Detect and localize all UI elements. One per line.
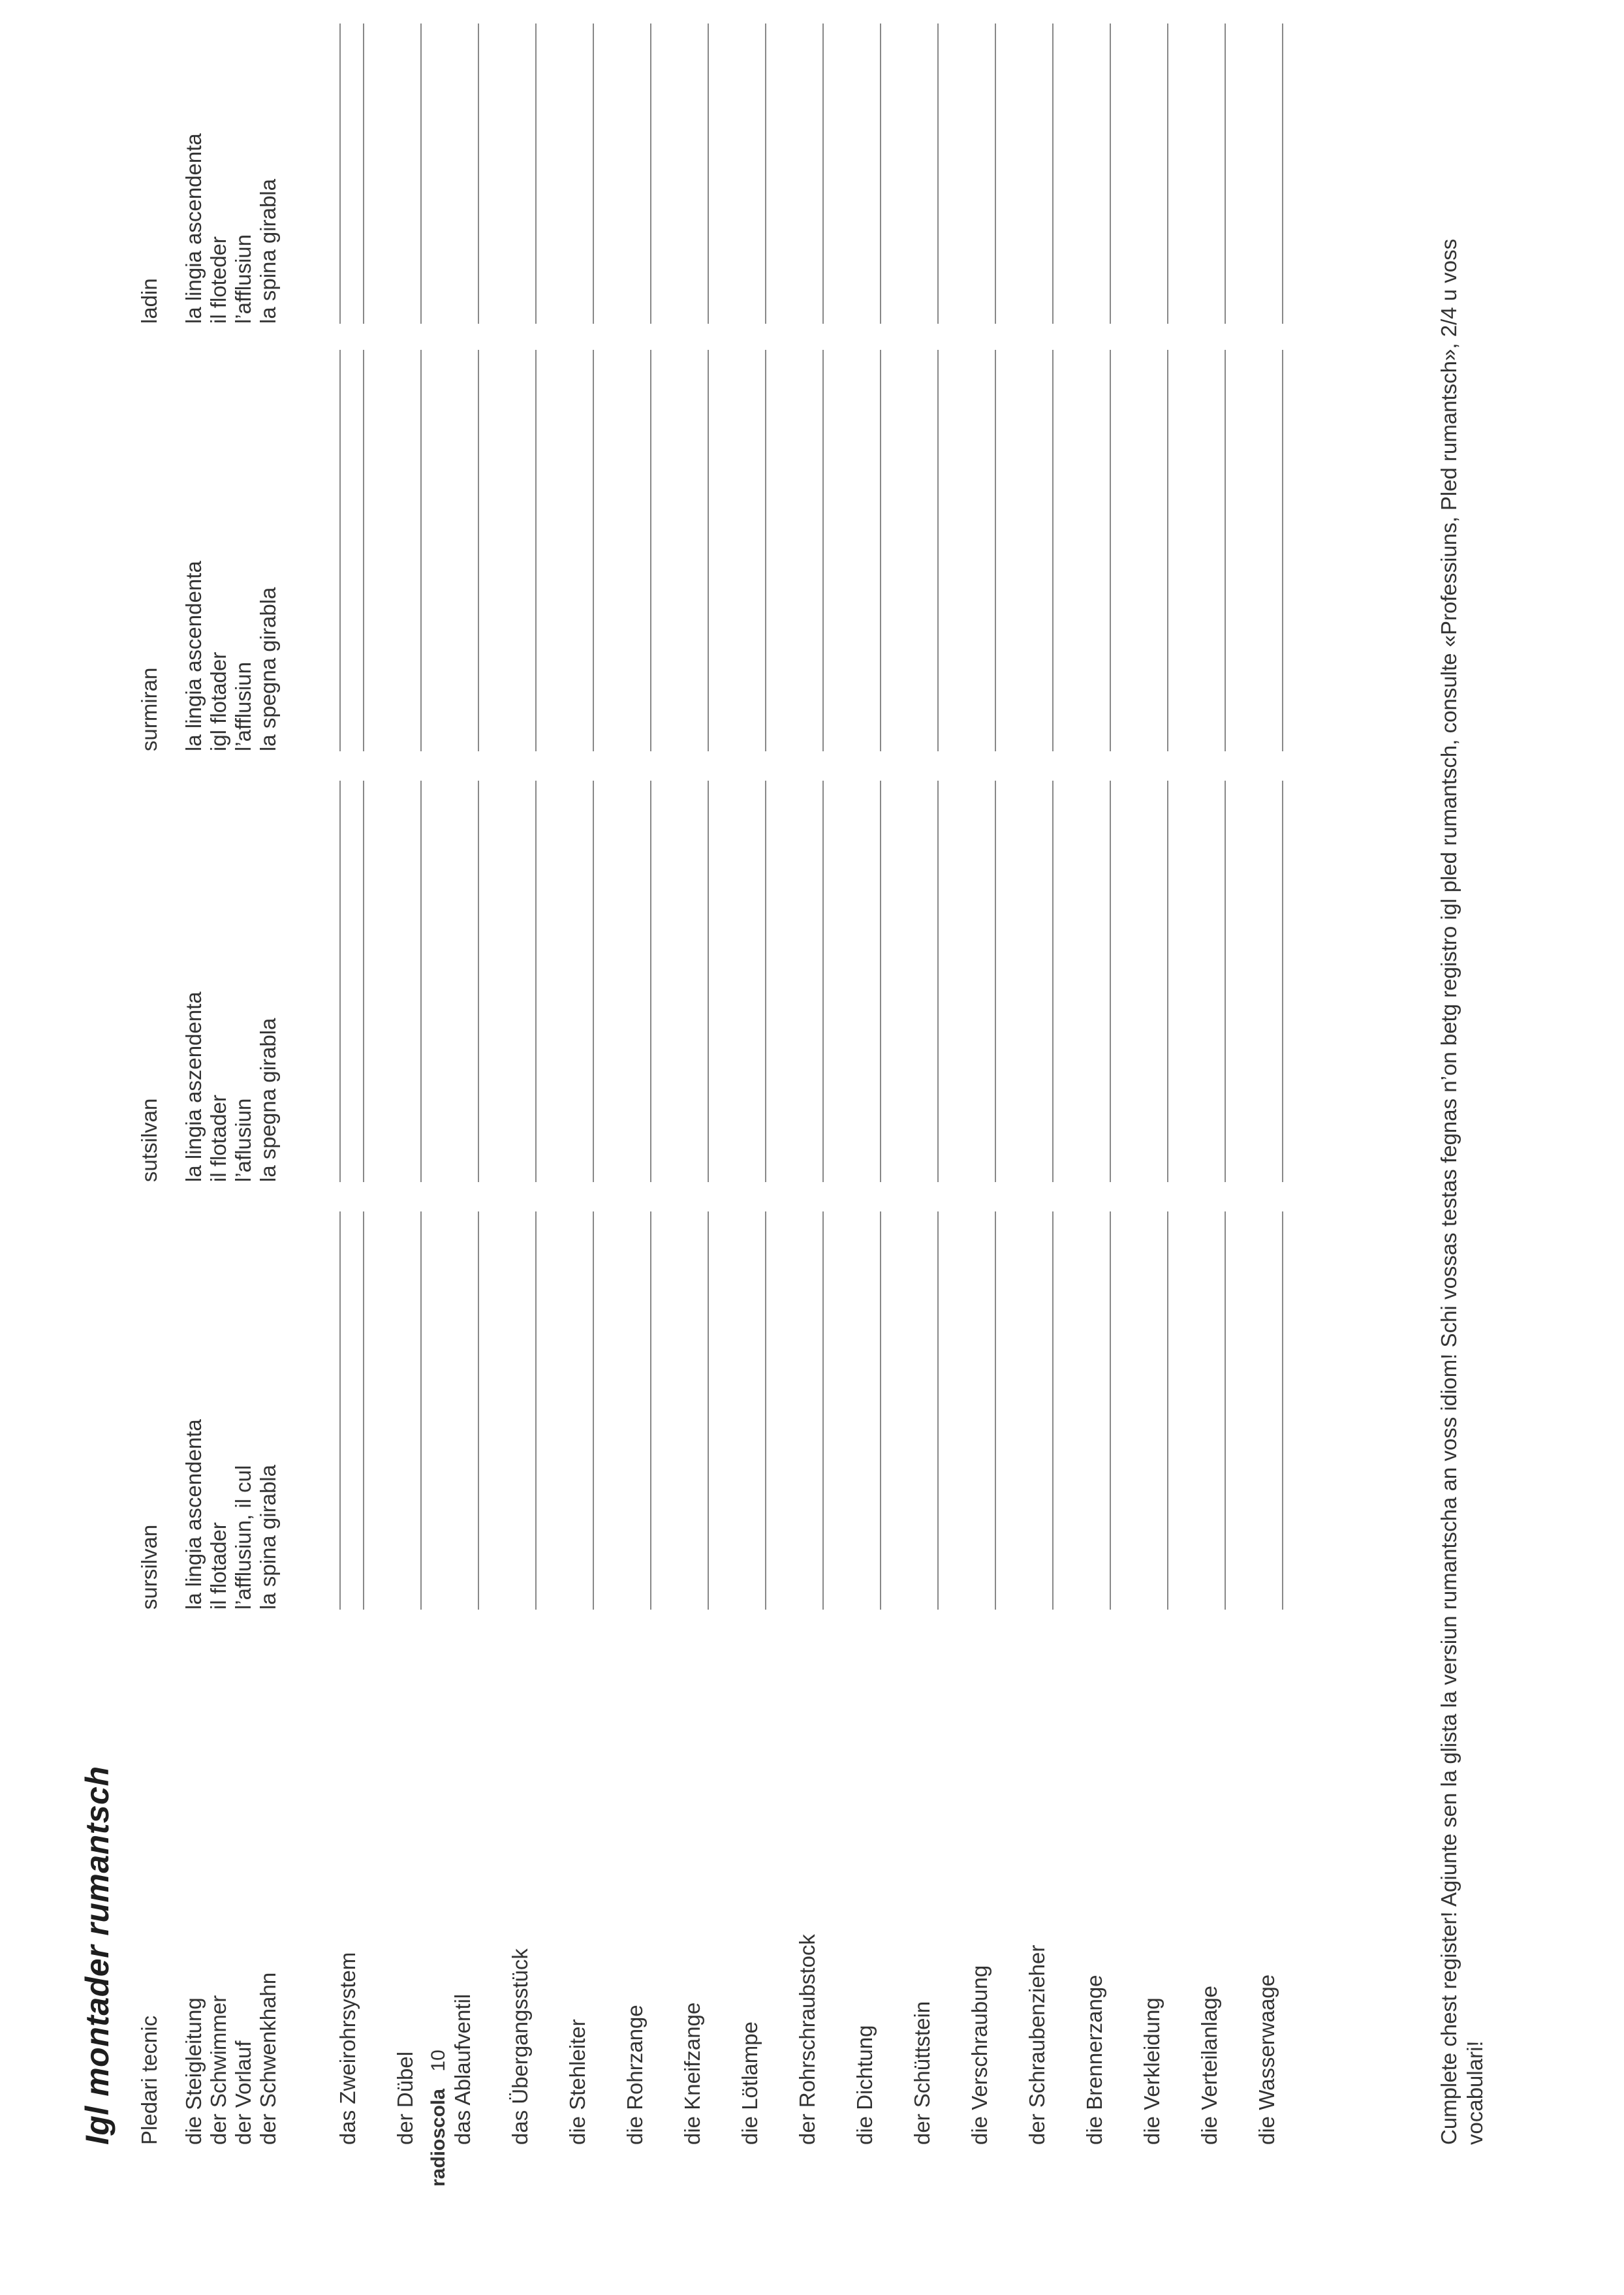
answer-line[interactable] (363, 781, 364, 1182)
idiom-header-sursilvan: sursilvan (137, 1524, 161, 1610)
head-term: der Vorlauf (231, 2040, 255, 2145)
translation-line: la lingia ascendenta (181, 1419, 206, 1610)
translation-line: la spegna girabla (256, 1018, 280, 1182)
idiom-header-sutsilvan: sutsilvan (137, 1098, 161, 1182)
answer-line[interactable] (995, 350, 996, 751)
term-label: die Verteilanlage (1197, 1985, 1221, 2145)
head-term: der Schwenkhahn (256, 1972, 280, 2145)
answer-line[interactable] (708, 350, 709, 751)
answer-line[interactable] (363, 1211, 364, 1610)
answer-line[interactable] (1110, 350, 1111, 751)
answer-line[interactable] (420, 1211, 422, 1610)
answer-line[interactable] (1110, 23, 1111, 324)
answer-line[interactable] (765, 1211, 766, 1610)
ladin-translations (181, 133, 281, 324)
answer-line[interactable] (995, 1211, 996, 1610)
head-term: die Steigleitung (181, 1997, 206, 2145)
answer-line[interactable] (420, 350, 422, 751)
answer-line (339, 23, 341, 324)
answer-line[interactable] (1225, 350, 1226, 751)
idiom-header-ladin: ladin (137, 278, 161, 324)
answer-line[interactable] (708, 23, 709, 324)
answer-line[interactable] (478, 1211, 479, 1610)
answer-line[interactable] (650, 1211, 651, 1610)
answer-line[interactable] (995, 23, 996, 324)
translation-line: la spina girabla (256, 1465, 280, 1610)
answer-line[interactable] (822, 23, 824, 324)
answer-line[interactable] (363, 23, 364, 324)
translation-line: l’aflusiun (231, 1098, 255, 1182)
surmiran-translations (181, 561, 281, 751)
translation-line: igl flotader (206, 651, 230, 751)
term-label: das Übergangsstück (508, 1948, 532, 2145)
answer-line[interactable] (1225, 781, 1226, 1182)
answer-line[interactable] (478, 350, 479, 751)
translation-line: la lingia aszendenta (181, 991, 206, 1182)
sutsilvan-translations (181, 991, 281, 1182)
answer-line[interactable] (1052, 781, 1054, 1182)
term-label: die Brennerzange (1082, 1975, 1106, 2145)
answer-line[interactable] (1167, 1211, 1168, 1610)
translation-line: il flotader (206, 1522, 230, 1610)
answer-line[interactable] (593, 350, 594, 751)
translation-line: l’afflusiun (231, 234, 255, 324)
term-label: der Schraubenzieher (1025, 1944, 1049, 2145)
answer-line[interactable] (1167, 350, 1168, 751)
term-label: der Rohrschraubstock (795, 1934, 819, 2145)
answer-line[interactable] (535, 1211, 537, 1610)
answer-line[interactable] (478, 781, 479, 1182)
answer-line[interactable] (708, 781, 709, 1182)
answer-line[interactable] (650, 781, 651, 1182)
answer-line[interactable] (1282, 350, 1283, 751)
page-title: Igl montader rumantsch (79, 1766, 116, 2145)
answer-line (339, 350, 341, 751)
head-terms-block (181, 1973, 281, 2145)
term-column-header: Pledari tecnic (137, 2015, 161, 2145)
answer-line[interactable] (1282, 23, 1283, 324)
translation-line: la lingia ascendenta (181, 561, 206, 751)
page-number: 10 (428, 2050, 449, 2072)
answer-line[interactable] (1052, 23, 1054, 324)
answer-line[interactable] (1167, 23, 1168, 324)
answer-line[interactable] (880, 781, 881, 1182)
translation-line: il flotader (206, 1095, 230, 1182)
term-label: die Stehleiter (565, 2019, 589, 2145)
answer-line[interactable] (880, 23, 881, 324)
answer-line[interactable] (593, 1211, 594, 1610)
term-label: der Dübel (393, 2051, 417, 2145)
answer-line[interactable] (650, 23, 651, 324)
answer-line[interactable] (822, 1211, 824, 1610)
answer-line[interactable] (937, 781, 939, 1182)
answer-line[interactable] (995, 781, 996, 1182)
term-label: der Schüttstein (910, 2001, 934, 2145)
answer-line[interactable] (1110, 1211, 1111, 1610)
idiom-header-surmiran: surmiran (137, 667, 161, 751)
answer-line[interactable] (880, 1211, 881, 1610)
answer-line[interactable] (1225, 23, 1226, 324)
term-label: die Dichtung (852, 2025, 877, 2145)
answer-line[interactable] (1167, 781, 1168, 1182)
answer-line[interactable] (765, 350, 766, 751)
answer-line[interactable] (1282, 781, 1283, 1182)
answer-line[interactable] (535, 350, 537, 751)
term-label: die Rohrzange (623, 2005, 647, 2145)
answer-line[interactable] (822, 350, 824, 751)
answer-line (339, 1211, 341, 1610)
term-label: die Lötlampe (738, 2022, 762, 2145)
answer-line[interactable] (765, 781, 766, 1182)
answer-line[interactable] (1052, 1211, 1054, 1610)
answer-line[interactable] (420, 23, 422, 324)
head-term: der Schwimmer (206, 1995, 230, 2145)
answer-line[interactable] (708, 1211, 709, 1610)
answer-line[interactable] (1282, 1211, 1283, 1610)
translation-line: la lingia ascendenta (181, 133, 206, 324)
answer-line[interactable] (363, 350, 364, 751)
answer-line[interactable] (880, 350, 881, 751)
term-label: die Verschraubung (967, 1965, 992, 2145)
term-label: das Zweirohrsystem (336, 1952, 360, 2145)
answer-line[interactable] (1052, 350, 1054, 751)
translation-line: la spegna girabla (256, 587, 280, 751)
answer-line[interactable] (593, 781, 594, 1182)
term-label: das Ablaufventil (450, 1993, 475, 2145)
answer-line[interactable] (765, 23, 766, 324)
term-label: die Kneifzange (680, 2002, 704, 2145)
answer-line[interactable] (822, 781, 824, 1182)
answer-line[interactable] (535, 23, 537, 324)
answer-line[interactable] (1110, 781, 1111, 1182)
translation-line: l’afflusiun, il cul (231, 1465, 255, 1610)
term-label: die Verkleidung (1140, 1997, 1164, 2145)
translation-line: la spina girabla (256, 179, 280, 324)
answer-line[interactable] (1225, 1211, 1226, 1610)
answer-line[interactable] (937, 23, 939, 324)
translation-line: il floteder (206, 236, 230, 324)
answer-line[interactable] (420, 781, 422, 1182)
answer-line[interactable] (535, 781, 537, 1182)
answer-line[interactable] (650, 350, 651, 751)
answer-line[interactable] (478, 23, 479, 324)
answer-line[interactable] (593, 23, 594, 324)
footer-brand: radioscola (428, 2088, 449, 2187)
answer-line (339, 781, 341, 1182)
instruction-footnote: Cumplete chest register! Agiunte sen la glista la versiun rumantscha an voss idiom! Schi vossas testas fegnas n’on betg registro igl pled rumantsch, consulte «Professiuns, Pled rumantsch», 2/4 u voss vocabulari! (1437, 238, 1487, 2145)
term-label: die Wasserwaage (1255, 1974, 1279, 2145)
translation-line: l’afflusiun (231, 662, 255, 751)
answer-line[interactable] (937, 1211, 939, 1610)
answer-line[interactable] (937, 350, 939, 751)
sursilvan-translations (181, 1419, 281, 1610)
